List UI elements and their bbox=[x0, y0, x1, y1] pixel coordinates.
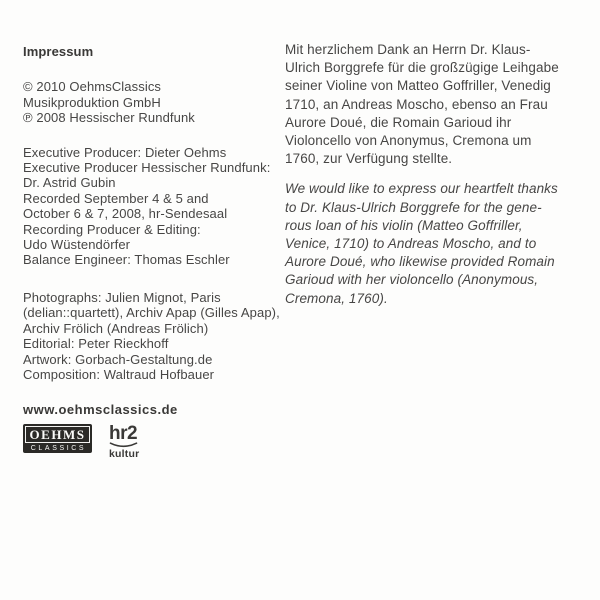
copyright-block: © 2010 OehmsClassics Musikproduktion GmbH ℗ 2008 Hessischer Rundfunk bbox=[23, 79, 195, 126]
hr2-kultur-logo bbox=[109, 425, 139, 460]
left-column bbox=[23, 44, 278, 428]
oehms-logo-wordmark: OEHMS bbox=[25, 426, 90, 443]
hr2-logo-kultur-label: kultur bbox=[109, 448, 140, 460]
right-column bbox=[285, 41, 580, 308]
impressum-heading: Impressum bbox=[23, 44, 94, 59]
acknowledgement-german: Mit herzlichem Dank an Herrn Dr. Klaus- Ulrich Borggrefe für die großzügige Leihgabe seiner Violine von Matteo Goffriller, Venedig 1710, an Andreas Moscho, ebenso an Frau Aurore Doué, die Romain Garioud ihr Violoncello von Anonymus, Cremona um 1760, zur Verfügung stellte. bbox=[285, 42, 559, 167]
oehms-classics-logo bbox=[23, 424, 92, 453]
photo-editorial-credits-block: Photographs: Julien Mignot, Paris (delian::quartett), Archiv Apap (Gilles Apap), Archiv Frölich (Andreas Frölich) Editorial: Peter Rieckhoff Artwork: Gorbach-Gestaltung.de Composition: Waltraud Hofbauer bbox=[23, 289, 280, 382]
hr2-logo-wordmark: hr2 bbox=[109, 423, 138, 444]
logo-row bbox=[23, 424, 139, 460]
oehms-logo-classics-label: CLASSICS bbox=[30, 444, 87, 452]
acknowledgement-english: We would like to express our heartfelt thanks to Dr. Klaus-Ulrich Borggrefe for the gene- rous loan of his violin (Matteo Goffriller, Venice, 1710) to Andreas Moscho, and to Aurore Doué, who likewise provided Romain Garioud with her violoncello (Anonymous, Cremona, 1760). bbox=[285, 181, 558, 306]
production-credits-block: Executive Producer: Dieter Oehms Executive Producer Hessischer Rundfunk: Dr. Astrid Gubin Recorded September 4 & 5 and October 6 & 7, 2008, hr-Sendesaal Recording Producer & Editing: Udo Wüstendörfer Balance Engineer: Thomas Eschler bbox=[23, 144, 271, 268]
website-url: www.oehmsclassics.de bbox=[23, 402, 178, 418]
